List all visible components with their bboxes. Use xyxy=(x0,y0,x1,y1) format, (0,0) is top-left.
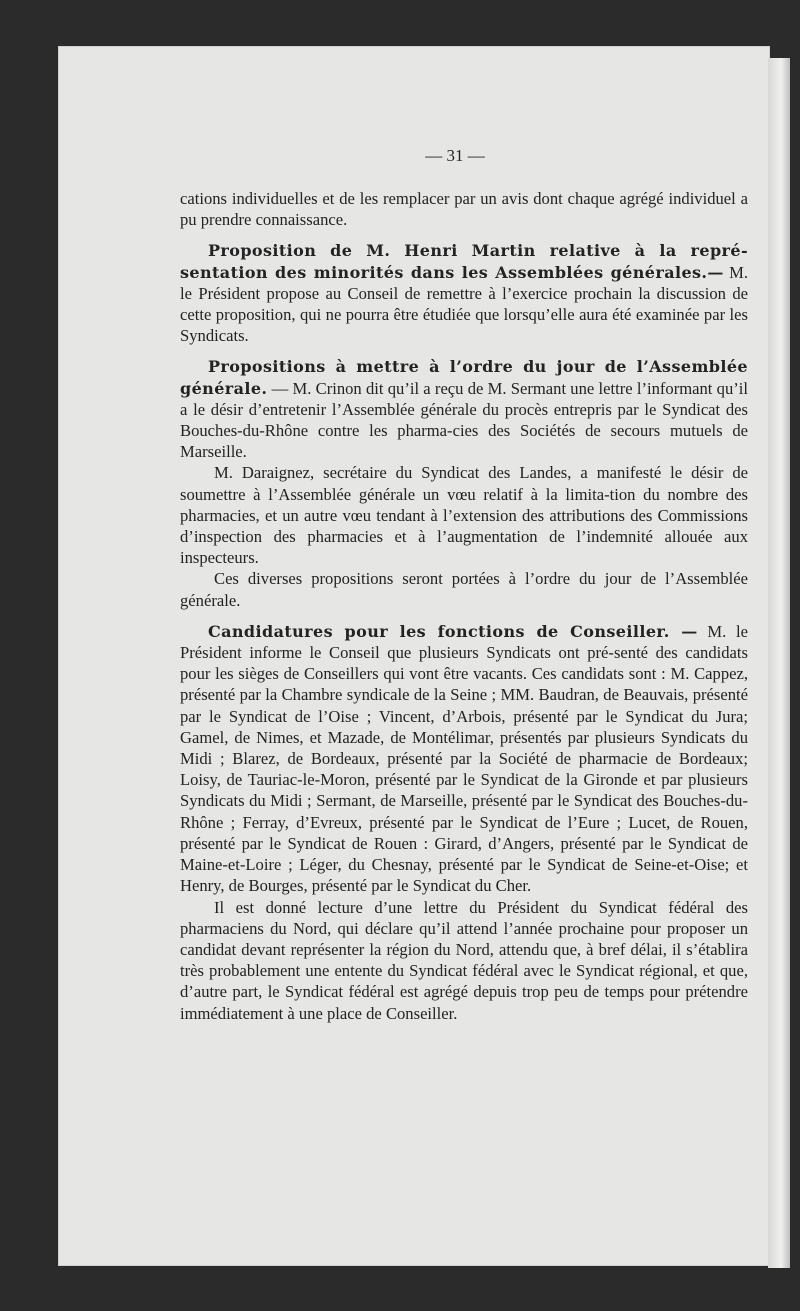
paragraph-candidatures xyxy=(180,621,748,897)
page-edge xyxy=(768,58,790,1268)
section-heading: Proposition de M. Henri Martin relative à la repré-sentation des minorités dans les Assemblées générales.— xyxy=(180,241,748,282)
paragraph-daraignez xyxy=(180,462,748,568)
paragraph-text: M. le Président informe le Conseil que plusieurs Syndicats ont pré-senté des candidats pour les sièges de Conseillers qui vont être vacants. Ces candidats sont : M. Cappez, présenté par la Chambre syndicale de la Seine ; MM. Baudran, de Beauvais, présenté par le Syndicat de l’Oise ; Vincent, d’Arbois, présenté par le Syndicat du Jura; Gamel, de Nimes, et Mazade, de Montélimar, présentés par plusieurs Syndicats du Midi ; Blarez, de Bordeaux, présenté par la Société de pharmacie de Bordeaux; Loisy, de Tauriac-le-Moron, présenté par le Syndicat de la Gironde et par plusieurs Syndicats du Midi ; Sermant, de Marseille, présenté par le Syndicat des Bouches-du-Rhône ; Ferray, d’Evreux, présenté par le Syndicat de l’Eure ; Lucet, de Rouen, présenté par le Syndicat de Rouen : Girard, d’Angers, présenté par le Syndicat de Maine-et-Loire ; Léger, du Chesnay, présenté par le Syndicat de Seine-et-Oise; et Henry, de Bourges, présenté par le Syndicat du Cher. xyxy=(180,621,748,896)
paragraph-ordre-du-jour xyxy=(180,356,748,462)
page-body xyxy=(180,146,748,1024)
paragraph-henri-martin xyxy=(180,240,748,346)
paragraph-text: M. le Président propose au Conseil de remettre à l’exercice prochain la discussion de cette proposition, qui ne pourra être étudiée que lorsqu’elle aura été examinée par les Syndicats. xyxy=(180,262,748,346)
paragraph-text: cations individuelles et de les remplacer par un avis dont chaque agrégé individuel a pu prendre connaissance. xyxy=(180,189,748,230)
paragraph-continuation xyxy=(180,188,748,230)
section-heading: Candidatures pour les fonctions de Conseiller. — xyxy=(208,621,698,641)
page-number: — 31 — xyxy=(425,146,485,165)
paragraph-propositions xyxy=(180,568,748,610)
paragraph-text: Ces diverses propositions seront portées à l’ordre du jour de l’Assemblée générale. xyxy=(180,569,748,610)
paragraph-text: M. Daraignez, secrétaire du Syndicat des Landes, a manifesté le désir de soumettre à l’Assemblée générale un vœu relatif à la limita-tion du nombre des pharmacies, et un autre vœu tendant à l’extension des attributions des Commissions d’inspection des pharmacies et à l’augmentation de l’indemnité allouée aux inspecteurs. xyxy=(180,463,748,568)
paragraph-text: Il est donné lecture d’une lettre du Président du Syndicat fédéral des pharmaciens du Nord, qui déclare qu’il attend l’année prochaine pour proposer un candidat devant représenter la région du Nord, attendu que, à bref délai, il s’établira très probablement une entente du Syndicat fédéral avec le Syndicat régional, et que, d’autre part, le Syndicat fédéral est agrégé depuis trop peu de temps pour prétendre immédiatement à une place de Conseiller. xyxy=(180,897,748,1023)
paragraph-text: — M. Crinon dit qu’il a reçu de M. Sermant une lettre l’informant qu’il a le désir d’entretenir l’Assemblée générale du procès entrepris par le Syndicat des Bouches-du-Rhône contre les pharma-cies des Sociétés de secours mutuels de Marseille. xyxy=(180,378,748,462)
section-heading: Propositions à mettre à l’ordre du jour de l’Assemblée générale. xyxy=(180,357,748,398)
paragraph-lettre-nord xyxy=(180,897,748,1024)
